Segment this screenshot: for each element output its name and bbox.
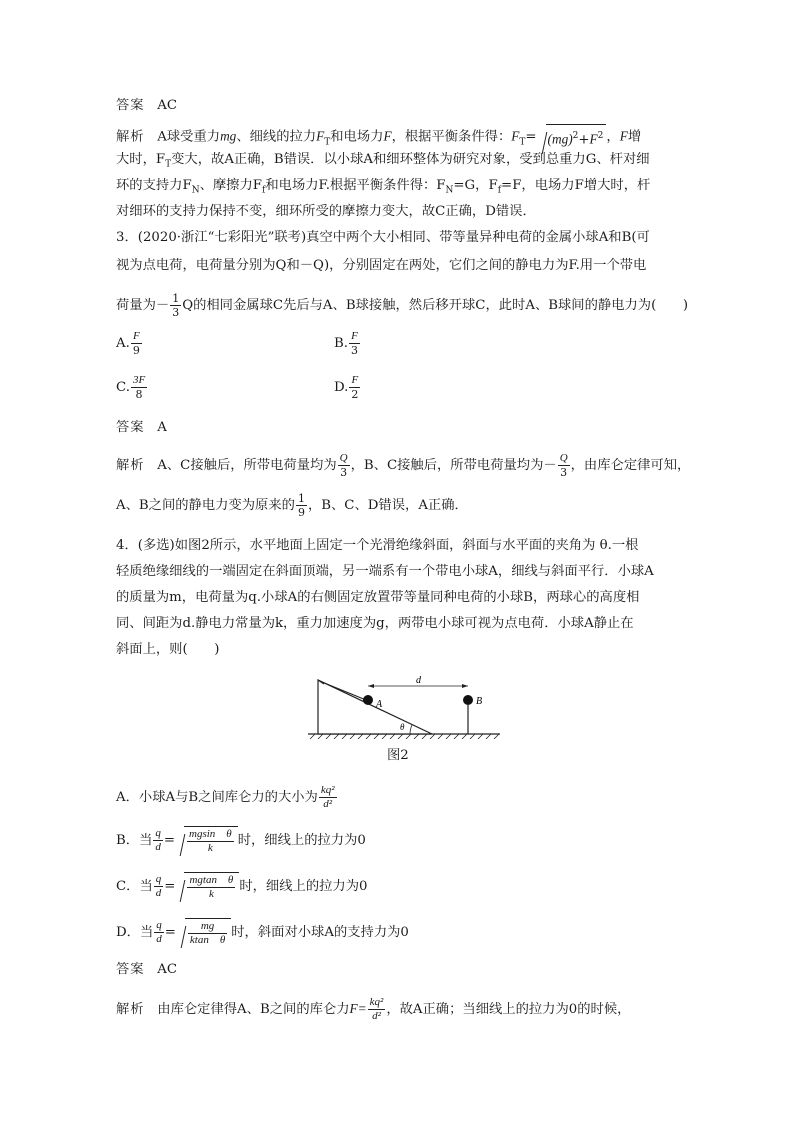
incline bbox=[318, 680, 432, 734]
q3-stem-line-3 bbox=[116, 292, 689, 319]
fraction bbox=[296, 492, 307, 519]
text: 4．(多选)如图2所示，水平地面上固定一个光滑绝缘斜面，斜面与水平面的夹角为 θ.一根 bbox=[116, 538, 639, 553]
fraction bbox=[154, 873, 164, 900]
q2-answer-line bbox=[116, 96, 681, 116]
text: A、C接触后，所带电荷量均为 bbox=[157, 458, 337, 473]
numerator: 1 bbox=[297, 492, 305, 505]
q2-analysis-line-2 bbox=[116, 150, 681, 175]
subscript: N bbox=[191, 185, 200, 196]
answer-value: AC bbox=[157, 98, 178, 113]
text: =F，电场力F增大时，杆 bbox=[501, 178, 651, 193]
numerator: F bbox=[349, 374, 360, 388]
analysis-label: 解析 bbox=[116, 1002, 145, 1017]
text: =G，F bbox=[453, 178, 498, 193]
q4-option-d[interactable] bbox=[116, 918, 681, 947]
label-a: A bbox=[376, 699, 383, 710]
text: 轻质绝缘细线的一端固定在斜面顶端，另一端系有一个带电小球A，细线与斜面平行．小球A bbox=[116, 564, 654, 579]
analysis-label: 解析 bbox=[116, 458, 145, 473]
text: 对细环的支持力保持不变，细环所受的摩擦力变大，故C正确，D错误． bbox=[116, 204, 536, 219]
option-label: C. bbox=[116, 380, 130, 395]
subscript: T bbox=[324, 137, 331, 148]
text: A球受重力 bbox=[157, 129, 221, 145]
q4-option-a[interactable] bbox=[116, 784, 681, 811]
text: 时，细线上的拉力为0 bbox=[239, 879, 368, 894]
answer-label: 答案 bbox=[116, 420, 145, 435]
text: A、B之间的静电力变为原来的 bbox=[116, 498, 295, 513]
text: 增 bbox=[627, 129, 642, 145]
text: = bbox=[163, 833, 176, 848]
text: Q的相同金属球C先后与A、B球接触，然后移开球C，此时A、B球间的静电力为( ) bbox=[182, 298, 689, 313]
text: 由库仑定律得A、B之间的库仑力 bbox=[157, 1002, 350, 1017]
text: + bbox=[578, 132, 590, 148]
q4-stem-line-1 bbox=[116, 536, 681, 556]
q3-option-c[interactable] bbox=[116, 374, 148, 401]
fraction bbox=[131, 374, 147, 401]
numerator: q bbox=[156, 919, 162, 931]
denominator: 8 bbox=[135, 388, 143, 401]
text: 3．(2020·浙江“七彩阳光”联考)真空中两个大小相同、带等量异种电荷的金属小球A和B(可 bbox=[116, 230, 650, 245]
q4-stem-line-5 bbox=[116, 640, 681, 660]
sqrt-expression bbox=[537, 124, 607, 150]
q4-option-b[interactable] bbox=[116, 826, 681, 855]
sqrt-expression bbox=[175, 872, 239, 901]
math: F bbox=[383, 128, 392, 144]
answer-value: A bbox=[157, 420, 167, 435]
q2-analysis-line-1 bbox=[116, 124, 681, 152]
text: ， bbox=[606, 129, 620, 145]
q3-option-d[interactable] bbox=[334, 374, 361, 401]
option-label: B. bbox=[334, 336, 348, 351]
text: 、细线的拉力 bbox=[236, 129, 317, 145]
denominator: d bbox=[155, 841, 161, 853]
text: 变大，故A正确，B错误．以小球A和细环整体为研究对象，受到总重力G、杆对细 bbox=[171, 152, 650, 167]
text: = bbox=[525, 129, 537, 145]
numerator: 3F bbox=[132, 374, 146, 386]
numerator: F bbox=[131, 330, 142, 344]
subscript: f bbox=[262, 185, 266, 196]
text: 斜面上，则( ) bbox=[116, 642, 220, 657]
q3-analysis-line-2 bbox=[116, 492, 681, 519]
subscript: T bbox=[519, 137, 526, 148]
fraction bbox=[368, 996, 386, 1023]
text: ，B、C、D错误，A正确． bbox=[307, 498, 468, 513]
figure-caption: 图2 bbox=[387, 748, 409, 763]
text: 视为点电荷，电荷量分别为Q和－Q)，分别固定在两处，它们之间的静电力为F.用一个带电 bbox=[116, 258, 647, 273]
ground-hatching bbox=[310, 734, 499, 739]
denominator: d² bbox=[323, 798, 333, 810]
denominator: 3 bbox=[351, 344, 358, 357]
answer-label: 答案 bbox=[116, 98, 145, 113]
numerator: q bbox=[155, 873, 162, 885]
math: F bbox=[316, 128, 325, 144]
q3-analysis-line-1 bbox=[116, 452, 691, 479]
answer-value: AC bbox=[157, 962, 178, 977]
subscript: T bbox=[165, 159, 172, 170]
fraction bbox=[170, 292, 181, 319]
label-theta: θ bbox=[400, 722, 405, 732]
q2-analysis-line-4 bbox=[116, 202, 681, 222]
q4-stem-line-4 bbox=[116, 614, 681, 634]
text: 的质量为m，电荷量为q.小球A的右侧固定放置带等量同种电荷的小球B，两球心的高度相 bbox=[116, 590, 640, 605]
option-label: A. bbox=[116, 336, 130, 351]
math: (mg) bbox=[547, 131, 573, 147]
q3-stem-line-1 bbox=[116, 228, 681, 248]
numerator: mg bbox=[188, 920, 227, 934]
text: 同、间距为d.静电力常量为k，重力加速度为g，两带电小球可视为点电荷．小球A静止在 bbox=[116, 616, 634, 631]
option-label: D. bbox=[334, 380, 349, 395]
math: F bbox=[511, 128, 520, 144]
text: ，根据平衡条件得： bbox=[391, 129, 512, 145]
text: ，B、C接触后，所带电荷量均为－ bbox=[350, 458, 557, 473]
numerator: F bbox=[349, 330, 360, 344]
analysis-label: 解析 bbox=[116, 129, 145, 145]
ball-b bbox=[463, 695, 473, 705]
text: = bbox=[164, 925, 176, 940]
denominator: k bbox=[207, 842, 213, 854]
fraction bbox=[187, 874, 235, 901]
denominator: 9 bbox=[132, 344, 140, 357]
q4-stem-line-3 bbox=[116, 588, 681, 608]
text: ，由库仑定律可知， bbox=[570, 458, 691, 473]
math: F= bbox=[349, 1001, 367, 1016]
subscript: f bbox=[497, 185, 502, 196]
q4-answer-line bbox=[116, 960, 681, 980]
denominator: d bbox=[156, 933, 162, 945]
text: 和电场力 bbox=[330, 129, 384, 145]
ball-a bbox=[363, 695, 373, 705]
denominator: 3 bbox=[172, 306, 180, 319]
denominator: 9 bbox=[297, 506, 305, 519]
text: 大时，F bbox=[116, 152, 166, 167]
denominator: k bbox=[208, 888, 214, 900]
math: F bbox=[589, 131, 598, 147]
text: B．当 bbox=[116, 833, 153, 848]
numerator: mgtan θ bbox=[189, 874, 234, 886]
numerator: mgsin θ bbox=[189, 828, 232, 840]
denominator: 2 bbox=[351, 388, 359, 401]
q2-analysis-line-3 bbox=[116, 176, 681, 201]
text: D．当 bbox=[116, 925, 154, 940]
sqrt-expression bbox=[176, 918, 231, 947]
q4-stem-line-2 bbox=[116, 562, 681, 582]
text: A．小球A与B之间库仑力的大小为 bbox=[116, 790, 318, 805]
text: 和电场力F.根据平衡条件得：F bbox=[265, 178, 446, 193]
denominator: 3 bbox=[340, 466, 348, 479]
text: 环的支持力F bbox=[116, 178, 192, 193]
text: 时，细线上的拉力为0 bbox=[237, 833, 366, 848]
fraction bbox=[338, 452, 350, 479]
sqrt-expression bbox=[175, 826, 238, 855]
label-d: d bbox=[416, 675, 421, 686]
fraction bbox=[558, 452, 570, 479]
superscript: 2 bbox=[597, 131, 604, 141]
denominator: d bbox=[155, 887, 162, 899]
text: ，故A正确；当细线上的拉力为0的时候， bbox=[386, 1002, 631, 1017]
fraction bbox=[154, 919, 164, 946]
math: F bbox=[619, 128, 628, 144]
distance-arrow-left bbox=[368, 684, 374, 688]
superscript: 2 bbox=[572, 131, 579, 141]
figure-2-diagram bbox=[300, 672, 510, 742]
numerator: 1 bbox=[172, 292, 180, 305]
text: C．当 bbox=[116, 879, 153, 894]
distance-arrow-right bbox=[462, 684, 468, 688]
numerator: Q bbox=[339, 452, 348, 464]
fraction bbox=[319, 784, 337, 811]
numerator: Q bbox=[559, 452, 568, 464]
text: = bbox=[164, 879, 176, 894]
q3-option-b[interactable] bbox=[334, 330, 361, 357]
q4-analysis-line-1 bbox=[116, 996, 681, 1023]
text: 荷量为－ bbox=[116, 298, 170, 313]
fraction bbox=[153, 827, 163, 854]
fraction bbox=[188, 920, 227, 947]
fraction bbox=[131, 330, 142, 357]
denominator: ktan θ bbox=[189, 934, 226, 946]
fraction bbox=[349, 374, 360, 401]
q4-option-c[interactable] bbox=[116, 872, 681, 901]
numerator: kq² bbox=[369, 996, 384, 1008]
fraction bbox=[349, 330, 360, 357]
text: 、摩擦力F bbox=[199, 178, 263, 193]
q3-answer-line bbox=[116, 418, 681, 438]
denominator: 3 bbox=[560, 466, 568, 479]
subscript: N bbox=[445, 185, 454, 196]
numerator: q bbox=[155, 827, 161, 839]
q3-stem-line-2 bbox=[116, 256, 681, 276]
q3-option-a[interactable] bbox=[116, 330, 143, 357]
denominator: d² bbox=[372, 1010, 381, 1022]
answer-label: 答案 bbox=[116, 962, 145, 977]
text: 时，斜面对小球A的支持力为0 bbox=[231, 925, 409, 940]
fraction bbox=[187, 828, 234, 855]
label-b: B bbox=[476, 696, 483, 707]
math: mg bbox=[220, 128, 237, 144]
numerator: kq² bbox=[320, 784, 335, 796]
